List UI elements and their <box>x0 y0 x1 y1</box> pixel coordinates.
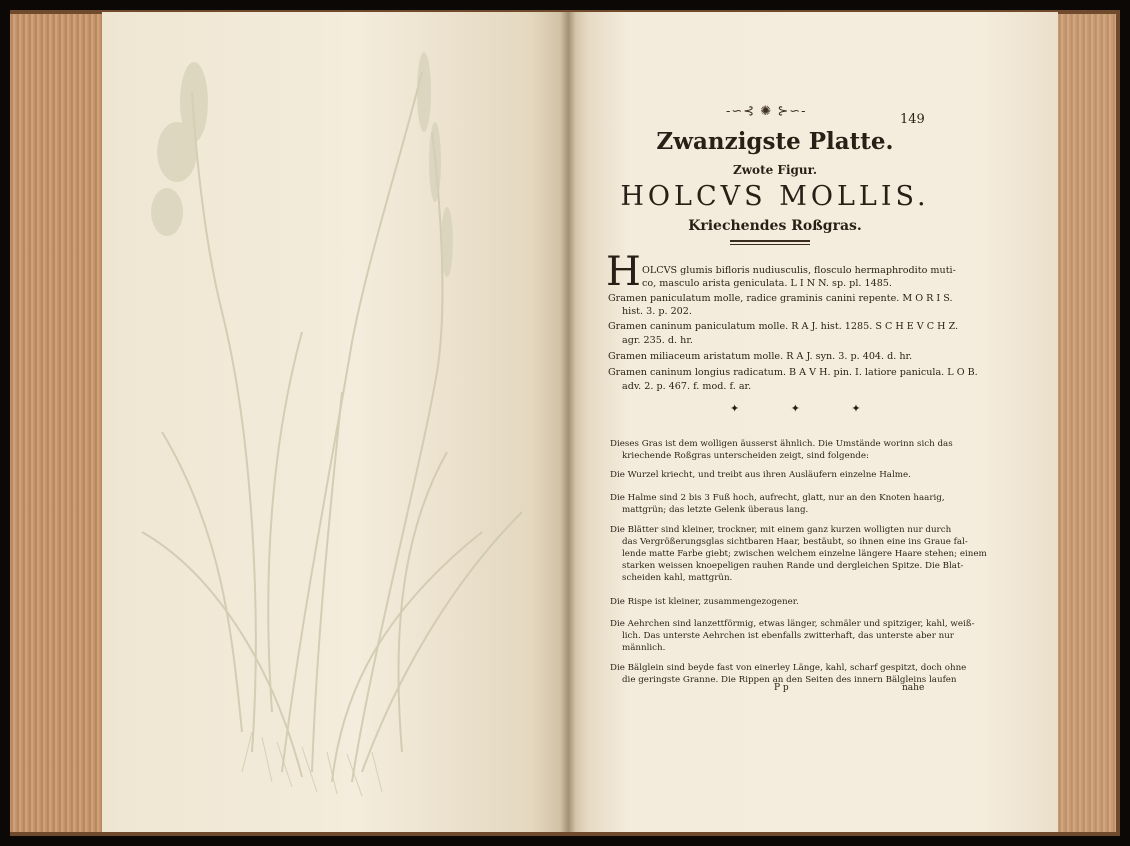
page-number: 149 <box>900 112 925 127</box>
right-page-edges <box>1058 14 1116 832</box>
german-line: Die Halme sind 2 bis 3 Fuß hoch, aufrecht, glatt, nur an den Knoten haarig, <box>610 493 945 503</box>
german-line: Die Wurzel kriecht, und treibt aus ihren Ausläufern einzelne Halme. <box>610 470 911 480</box>
german-line: mattgrün; das letzte Gelenk überaus lang. <box>622 505 809 515</box>
title-rule <box>730 240 810 242</box>
german-line: starken weissen knoepeligen rauhen Rande und dergleichen Spitze. Die Blat- <box>622 561 964 571</box>
german-line: die geringste Granne. Die Rippen an den Seiten des innern Bälgleins laufen <box>622 675 957 685</box>
latin-line: co, masculo arista geniculata. L I N N. sp. pl. 1485. <box>642 278 892 289</box>
latin-line: Gramen paniculatum molle, radice graminis canini repente. M O R I S. <box>608 293 953 304</box>
latin-line: OLCVS glumis bifloris nudiusculis, flosculo hermaphrodito muti- <box>642 265 956 276</box>
german-line: kriechende Roßgras unterscheiden zeigt, sind folgende: <box>622 451 869 461</box>
signature-mark: P p <box>774 683 789 693</box>
section-fleurons: ✦ ✦ ✦ <box>730 402 885 415</box>
left-page-edges <box>10 14 102 832</box>
latin-line: Gramen caninum longius radicatum. B A V H. pin. I. latiore panicula. L O B. <box>608 367 978 378</box>
latin-line: agr. 235. d. hr. <box>622 335 693 346</box>
species-name: HOLCVS MOLLIS. <box>620 181 930 212</box>
title-rule-thin <box>730 244 810 245</box>
german-line: Die Blätter sind kleiner, trockner, mit einem ganz kurzen wolligten nur durch <box>610 525 952 535</box>
german-line: scheiden kahl, mattgrün. <box>622 573 733 583</box>
catchword: nahe <box>902 683 925 693</box>
plate-title: Zwanzigste Platte. <box>656 128 894 155</box>
book-gutter-shadow <box>560 12 576 832</box>
german-line: Die Bälglein sind beyde fast von einerley Länge, kahl, scharf gespitzt, doch ohne <box>610 663 967 673</box>
header-ornament: -∽⊰ ✺ ⊱∽- <box>726 104 807 119</box>
latin-line: adv. 2. p. 467. f. mod. f. ar. <box>622 381 752 392</box>
german-line: Die Aehrchen sind lanzettförmig, etwas länger, schmäler und spitziger, kahl, weiß- <box>610 619 975 629</box>
german-line: männlich. <box>622 643 666 653</box>
german-line: das Vergrößerungsglas sichtbaren Haar, bestäubt, so ihnen eine ins Graue fal- <box>622 537 968 547</box>
german-line: lich. Das unterste Aehrchen ist ebenfalls zwitterhaft, das unterste aber nur <box>622 631 954 641</box>
drop-cap: H <box>606 249 641 295</box>
german-line: Dieses Gras ist dem wolligen äusserst ähnlich. Die Umstände worinn sich das <box>610 439 953 449</box>
german-line: lende matte Farbe giebt; zwischen welchem einzelne längere Haare stehen; einem <box>622 549 987 559</box>
faded-plant-illustration <box>102 12 568 832</box>
latin-line: hist. 3. p. 202. <box>622 306 692 317</box>
figure-label: Zwote Figur. <box>732 163 818 177</box>
german-line: Die Rispe ist kleiner, zusammengezogener. <box>610 597 799 607</box>
latin-line: Gramen caninum paniculatum molle. R A J. hist. 1285. S C H E V C H Z. <box>608 321 959 332</box>
latin-line: Gramen miliaceum aristatum molle. R A J. syn. 3. p. 404. d. hr. <box>608 351 913 362</box>
common-name: Kriechendes Roßgras. <box>688 218 862 234</box>
